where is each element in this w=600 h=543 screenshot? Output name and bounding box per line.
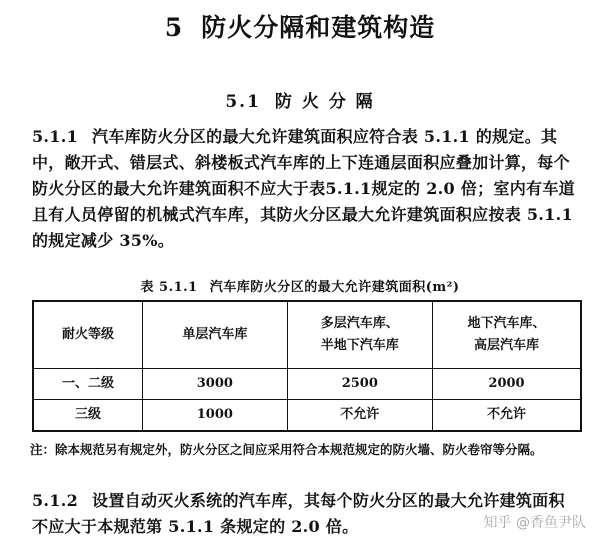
cell-multi: 2500 bbox=[287, 369, 432, 400]
table-row bbox=[33, 400, 581, 432]
header-underground bbox=[433, 301, 581, 369]
cell-grade: 一、二级 bbox=[33, 369, 143, 400]
clause-number: 5.1.1 bbox=[32, 127, 79, 146]
cell-single: 1000 bbox=[143, 400, 287, 432]
cell-underground: 2000 bbox=[433, 369, 581, 400]
header-multi-storey-line1: 多层汽车库、 bbox=[320, 316, 399, 331]
section-title-text: 防 火 分 隔 bbox=[274, 92, 375, 112]
table-caption bbox=[0, 276, 600, 295]
table-title: 汽车库防火分区的最大允许建筑面积(m²) bbox=[209, 280, 460, 295]
table-header-row bbox=[33, 301, 581, 369]
table-row bbox=[33, 369, 581, 400]
clause-text: 汽车库防火分区的最大允许建筑面积应符合表 5.1.1 的规定。其中，敞开式、错层式、斜楼板式汽车库的上下连通层面积应叠加计算，每个防火分区的最大允许建筑面积不应大于表5.1.1规定的 2.0 倍；室内有车道且有人员停留的机械式汽车库，其防火分区最大允许建筑面积应按表 5.1.1 的规定减少 35%。 bbox=[32, 127, 575, 250]
clause-5-1-1 bbox=[32, 124, 580, 254]
header-multi-storey bbox=[287, 301, 432, 369]
header-single-storey: 单层汽车库 bbox=[143, 301, 287, 369]
table-number: 表 5.1.1 bbox=[140, 280, 198, 295]
header-underground-line2: 高层汽车库 bbox=[474, 338, 540, 353]
table-note: 注：除本规范另有规定外，防火分区之间应采用符合本规范规定的防火墙、防火卷帘等分隔。 bbox=[30, 442, 543, 457]
header-fire-rating: 耐火等级 bbox=[33, 301, 143, 369]
cell-underground: 不允许 bbox=[433, 400, 581, 432]
chapter-title bbox=[0, 8, 600, 44]
section-number: 5.1 bbox=[225, 92, 261, 112]
chapter-number: 5 bbox=[164, 13, 184, 42]
cell-multi: 不允许 bbox=[287, 400, 432, 432]
cell-grade: 三级 bbox=[33, 400, 143, 432]
clause-number: 5.1.2 bbox=[32, 491, 79, 510]
header-multi-storey-line2: 半地下汽车库 bbox=[320, 338, 399, 353]
cell-single: 3000 bbox=[143, 369, 287, 400]
header-underground-line1: 地下汽车库、 bbox=[467, 316, 546, 331]
watermark: 知乎 @香鱼尹队 bbox=[483, 515, 586, 531]
clause-text: 设置自动灭火系统的汽车库，其每个防火分区的最大允许建筑面积不应大于本规范第 5.1.1 条规定的 2.0 倍。 bbox=[32, 491, 565, 536]
section-title bbox=[0, 87, 600, 112]
fire-compartment-area-table bbox=[32, 300, 582, 432]
chapter-title-text: 防火分隔和建筑构造 bbox=[201, 13, 436, 42]
